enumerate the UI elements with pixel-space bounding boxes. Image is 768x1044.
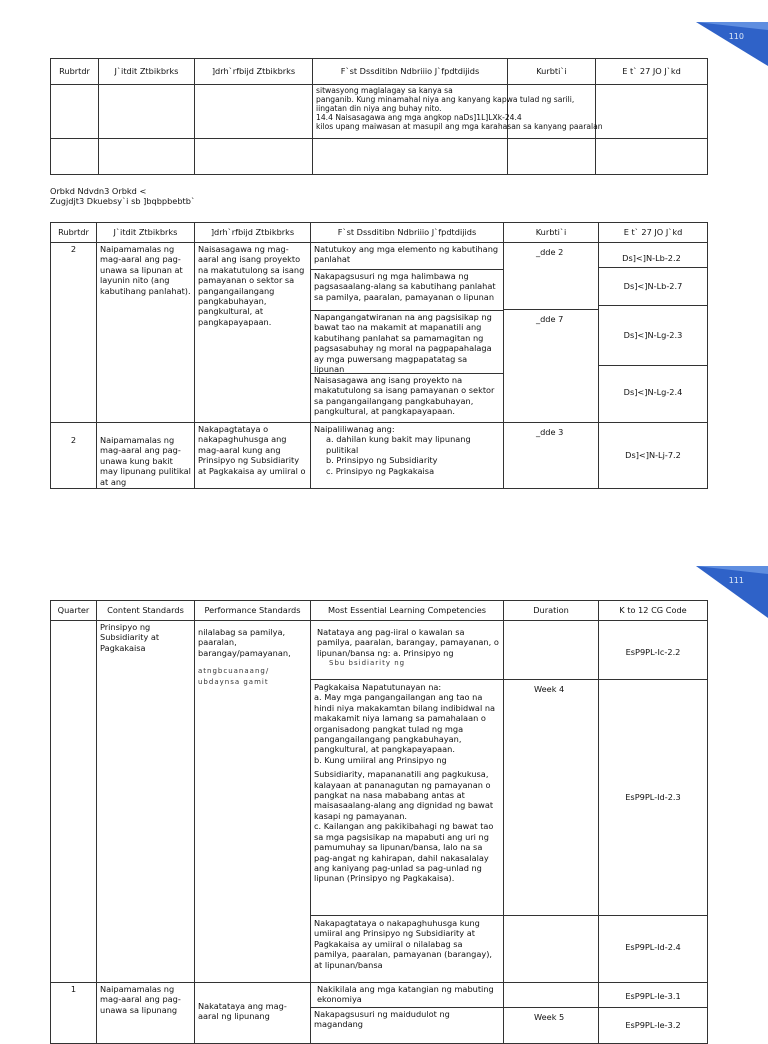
code-cell: Ds]<]N-Lj-7.2: [599, 423, 708, 489]
text-line: sitwasyong maglalagay sa kanya sa: [316, 86, 453, 95]
quarter-cell: [51, 621, 97, 983]
main-table: [50, 222, 708, 489]
melc-item: b. Prinsipyo ng Subsidiarity: [326, 455, 438, 466]
duration-value: Week 4: [504, 679, 598, 915]
performance-cell: Nakapagtataya o nakapaghuhusga ang mag-aaral kung ang Prinsipyo ng Subsidiarity at Pagkakaisa ay umiiral o: [195, 423, 311, 489]
code-value: Ds]<]N-Lb-2.2: [622, 253, 681, 263]
code-value: EsP9PL-Ic-2.2: [625, 647, 681, 657]
cell-empty: [51, 85, 99, 139]
melc-item: Nakapagtataya o nakapaghuhusga kung umiiral ang Prinsipyo ng Subsidiarity at Pagkakaisa ay umiiral o nilalabag sa pamilya, paaralan, pamayanan (barangay), at lipunan/bansa: [311, 915, 503, 981]
header-code: E t` 27 JO J`kd: [599, 223, 708, 243]
melc-text: b. Kung umiiral ang Prinsipyo ng: [314, 754, 447, 765]
header-quarter: Rubrtdr: [51, 59, 99, 85]
melc-item: [311, 679, 503, 915]
duration-cell: [504, 983, 599, 1044]
melc-item: Nakapagsusuri ng mga halimbawa ng pagsasaalang-alang sa kabutihang panlahat sa pamilya, paaralan, pamayanan o lipunan: [311, 269, 503, 310]
code-value: Ds]<]N-Lg-2.4: [599, 365, 707, 411]
code-cell: [599, 983, 708, 1044]
melc-text: Natataya ang pag-iiral o kawalan sa pamilya, paaralan, barangay, pamayanan, o lipunan/bansa ng: a. Prinsipyo ng: [317, 627, 499, 658]
melc-item: Naisasagawa ang isang proyekto na makatutulong sa isang pamayanan o sektor sa pangangailangang pangkabuhayan, pangkultural, at pangkapayapaan.: [311, 373, 503, 422]
melc-cell: [311, 983, 504, 1044]
melc-text: Pagkakaisa Napatutunayan na:: [314, 682, 442, 692]
header-melc: F`st Dssditibn Ndbriiio J`fpdtdijids: [313, 59, 508, 85]
header-performance: ]drh`rfbijd Ztbikbrks: [195, 59, 313, 85]
content-cell: Naipamamalas ng mag-aaral ang pag-unawa kung bakit may lipunang pulitikal at ang: [97, 423, 195, 489]
page-number: 110: [728, 32, 744, 41]
header-content: Content Standards: [97, 601, 195, 621]
performance-cell: Nakatataya ang mag-aaral ng lipunang: [195, 983, 311, 1044]
quarter-cell: 1: [51, 983, 97, 1044]
note-line: Zugjdjt3 Dkuebsy`i sb ]bqbpbebtb`: [50, 196, 196, 207]
top-table: [50, 58, 708, 175]
melc-cell: [311, 621, 504, 983]
header-performance: ]drh`rfbijd Ztbikbrks: [195, 223, 311, 243]
cell-empty: [596, 85, 708, 139]
duration-value: Week 5: [504, 1007, 598, 1043]
header-quarter: Quarter: [51, 601, 97, 621]
melc-text: a. May mga pangangailangan ang tao na hindi niya makakamtan bilang indibidwal na makakamit niya lamang sa pamahalaan o organisadong pangkat tulad ng mga pangangailangang pangkabuhayan, pangkultural, at pangkapayapaan.: [314, 692, 496, 755]
section-note: [50, 186, 195, 207]
quarter-cell: 2: [51, 423, 97, 489]
content-cell: Naipamamalas ng mag-aaral ang pag-unawa sa lipunang: [97, 983, 195, 1044]
code-value: EsP9PL-Ie-3.1: [625, 991, 681, 1001]
melc-text: Subsidiarity, mapananatili ang pagkukusa, kalayaan at pananagutan ng pamayanan o pangkat na nasa mababang antas at maisasaalang-alang ang dignidad ng bawat kasapi ng pamayanan.: [314, 769, 494, 821]
header-quarter: Rubrtdr: [51, 223, 97, 243]
header-content: J`itdit Ztbikbrks: [99, 59, 195, 85]
melc-cell: [311, 423, 504, 489]
performance-cell: Naisasagawa ng mag-aaral ang isang proyekto na makatutulong sa isang pamayanan o sektor sa pangangailangang pangkabuhayan, pangkultural, at pangkapayapaan.: [195, 243, 311, 423]
page-111: [0, 562, 768, 1030]
code-cell: [599, 243, 708, 423]
melc-item: Napangangatwiranan na ang pagsisikap ng bawat tao na makamit at mapanatili ang kabutihang panlahat sa pamamagitan ng pagsasabuhay ng moral na pagpapahalaga ay mga puwersang magpapatatag sa lipunan: [311, 310, 503, 373]
header-duration: Kurbti`i: [504, 223, 599, 243]
note-line: Orbkd Ndvdn3 Orbkd <: [50, 186, 147, 196]
text-line: 14.4 Naisasagawa ang mga angkop naDs]1L]LXk-24.4: [316, 113, 522, 122]
page-110: [0, 0, 768, 500]
melc-cell: [313, 85, 603, 139]
performance-cell: [195, 621, 311, 983]
text-line: iingatan din niya ang buhay nito.: [316, 104, 442, 113]
header-code: E t` 27 JO J`kd: [596, 59, 708, 85]
page-corner-decoration: [648, 0, 768, 66]
page-number: 111: [728, 576, 744, 585]
main-table: [50, 600, 708, 1044]
melc-intro: Naipaliliwanag ang:: [314, 424, 395, 434]
melc-item: Nakikilala ang mga katangian ng mabuting ekonomiya: [317, 984, 494, 1005]
melc-item: c. Prinsipyo ng Pagkakaisa: [326, 465, 435, 476]
header-content: J`itdit Ztbikbrks: [97, 223, 195, 243]
melc-item: Natutukoy ang mga elemento ng kabutihang panlahat: [314, 244, 499, 265]
header-duration: Duration: [504, 601, 599, 621]
duration-value: _dde 2: [536, 247, 564, 257]
cell-empty: [504, 983, 598, 1007]
melc-text: c. Kailangan ang pakikibahagi ng bawat tao sa mga pagsisikap na mapabuti ang uri ng pamumuhay sa lipunan/bansa, lalo na sa pag-angat ng kahirapan, dahil nakasalalay ang kaniyang pag-unlad sa pag-unlad ng lipunan (Prinsipyo ng Pagkakaisa).: [314, 821, 494, 884]
header-melc: Most Essential Learning Competencies: [311, 601, 504, 621]
cell-empty: [504, 915, 598, 982]
text-line: kilos upang maiwasan at masupil ang mga karahasan sa kanyang paaralan: [316, 122, 603, 131]
code-value: Ds]<]N-Lb-2.7: [599, 267, 707, 305]
duration-cell: [504, 243, 599, 423]
header-code: K to 12 CG Code: [599, 601, 708, 621]
duration-cell: [504, 621, 599, 983]
content-cell: Naipamamalas ng mag-aaral ang pag- unawa sa lipunan at layunin nito (ang kabutihang panlahat).: [97, 243, 195, 423]
melc-item: Nakapagsusuri ng maidudulot ng magandang: [311, 1007, 503, 1043]
cell-empty: [504, 621, 598, 679]
performance-text: nilalabag sa pamilya, paaralan, barangay/pamayanan,: [198, 627, 291, 658]
melc-item: a. dahilan kung bakit may lipunang pulitikal: [326, 434, 471, 455]
duration-cell: _dde 3: [504, 423, 599, 489]
cell-empty: [195, 85, 313, 139]
duration-value: _dde 7: [504, 309, 598, 420]
cell-empty: [99, 85, 195, 139]
header-duration: Kurbti`i: [508, 59, 596, 85]
code-value: EsP9PL-Id-2.3: [599, 679, 707, 915]
quarter-cell: 2: [51, 243, 97, 423]
code-value: EsP9PL-Ie-3.2: [599, 1007, 707, 1043]
overlapping-text: Sbu bsidiarity ng: [329, 659, 406, 668]
page-gap: [0, 500, 768, 562]
overlapping-text: atngbcuanaang/ ubdaynsa gamit: [198, 667, 270, 686]
code-cell: [599, 621, 708, 983]
header-melc: F`st Dssditibn Ndbriiio J`fpdtdijids: [311, 223, 504, 243]
code-value: Ds]<]N-Lg-2.3: [599, 305, 707, 365]
melc-item: [311, 621, 503, 679]
text-line: panganib. Kung minamahal niya ang kanyang kapwa tulad ng sarili,: [316, 95, 575, 104]
content-cell: Prinsipyo ng Subsidiarity at Pagkakaisa: [97, 621, 195, 983]
melc-cell: [311, 243, 504, 423]
header-performance: Performance Standards: [195, 601, 311, 621]
code-value: EsP9PL-Id-2.4: [599, 915, 707, 981]
